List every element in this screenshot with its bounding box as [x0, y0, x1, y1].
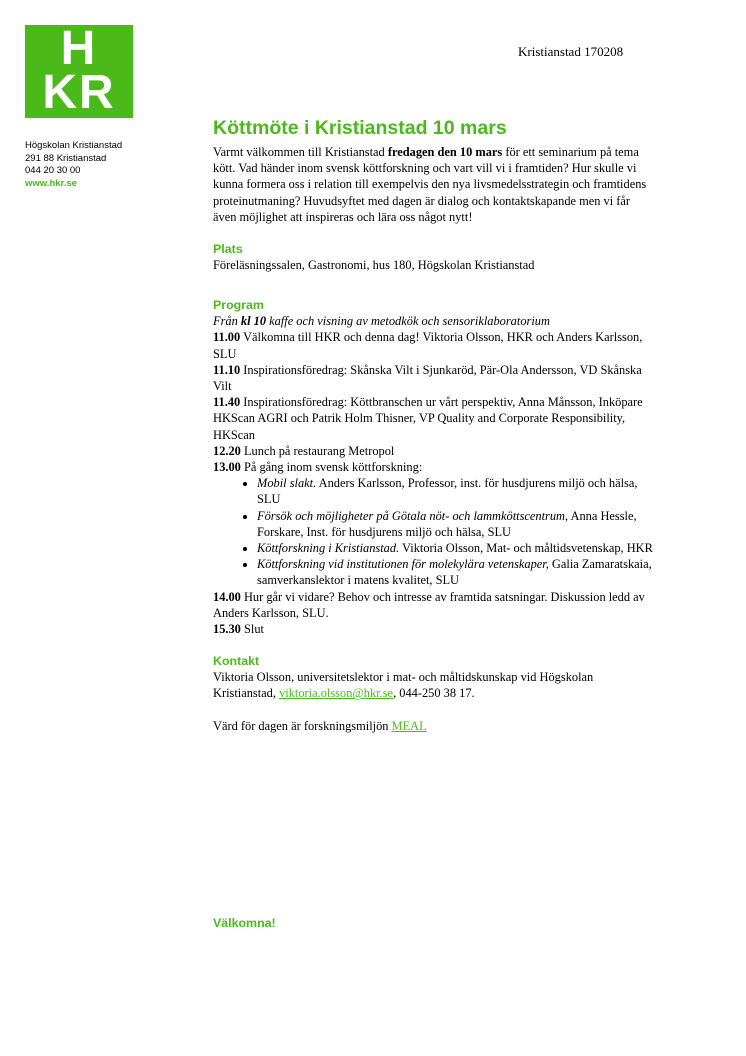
email-link[interactable]: viktoria.olsson@hkr.se [279, 686, 394, 701]
program-item: 11.00 Välkomna till HKR och denna dag! Viktoria Olsson, HKR och Anders Karlsson, SLU [213, 330, 643, 361]
sender-address [25, 140, 165, 190]
research-list [213, 475, 653, 588]
program-intro: Från kl 10 kaffe och visning av metodkök och sensoriklaboratorium [213, 314, 550, 329]
list-item: • Köttforskning vid institutionen för molekylära vetenskaper, Galia Zamaratskaia, samverkanslektor i matens kvalitet, SLU [257, 556, 653, 588]
page-title: Köttmöte i Kristianstad 10 mars [213, 117, 507, 139]
program-item: 15.30 Slut [213, 622, 264, 637]
list-item: • Köttforskning i Kristianstad. Viktoria Olsson, Mat- och måltidsvetenskap, HKR [257, 540, 653, 556]
program-item: 13.00 På gång inom svensk köttforskning: [213, 460, 423, 475]
program-item: 11.10 Inspirationsföredrag: Skånska Vilt i Sjunkaröd, Pär-Ola Andersson, VD Skånska Vilt [213, 362, 642, 394]
plats-heading: Plats [213, 242, 243, 257]
program-item: 11.40 Inspirationsföredrag: Köttbranschen ur vårt perspektiv, Anna Månsson, Inköpare HKScan AGRI och Patrik Holm Thisner, VP Quality and Corporate Responsibility, HKScan [213, 395, 643, 442]
kontakt-heading: Kontakt [213, 654, 260, 669]
welcome-text: Välkomna! [213, 916, 276, 930]
address-phone: 044 20 30 00 [25, 165, 81, 176]
host-text: Värd för dagen är forskningsmiljön MEAL [213, 718, 427, 733]
list-item: • Försök och möjligheter på Götala nöt- och lammköttscentrum, Anna Hessle, Forskare, Inst. för husdjurens miljö och hälsa, SLU [257, 508, 653, 540]
plats-text: Föreläsningssalen, Gastronomi, hus 180, Högskolan Kristianstad [213, 258, 535, 273]
address-name: Högskolan Kristianstad [25, 140, 123, 151]
hkr-logo-lettering: H KR [42, 22, 116, 119]
address-web-link[interactable]: www.hkr.se [25, 177, 77, 189]
program-heading: Program [213, 298, 264, 313]
letter-body [213, 116, 653, 734]
meal-link[interactable]: MEAL [391, 718, 427, 733]
list-item: • Mobil slakt. Anders Karlsson, Professor, inst. för husdjurens miljö och hälsa, SLU [257, 475, 653, 507]
program-item: 14.00 Hur går vi vidare? Behov och intresse av framtida satsningar. Diskussion ledd av Anders Karlsson, SLU. [213, 589, 645, 620]
hkr-logo [25, 22, 133, 119]
address-postal: 291 88 Kristianstad [25, 152, 107, 164]
kontakt-text: Viktoria Olsson, universitetslektor i mat- och måltidskunskap vid Högskolan Kristianstad, viktoria.olsson@hkr.se, 044-250 38 17. [213, 670, 594, 701]
intro-paragraph: Varmt välkommen till Kristianstad fredagen den 10 mars för ett seminarium på tema kött. Vad händer inom svensk köttforskning och vart vill vi i framtiden? Hur skulle vi kunna formera oss i relation till exempelvis den nya livsmedelsstrategin och framtidens proteinutmaning? Huvudsyftet med dagen är dialog och kontaktskapande men vi får även möjlighet att inspireras och lära oss något nytt! [213, 145, 647, 224]
program-item: 12.20 Lunch på restaurang Metropol [213, 443, 395, 458]
place-date: Kristianstad 170208 [518, 44, 624, 59]
